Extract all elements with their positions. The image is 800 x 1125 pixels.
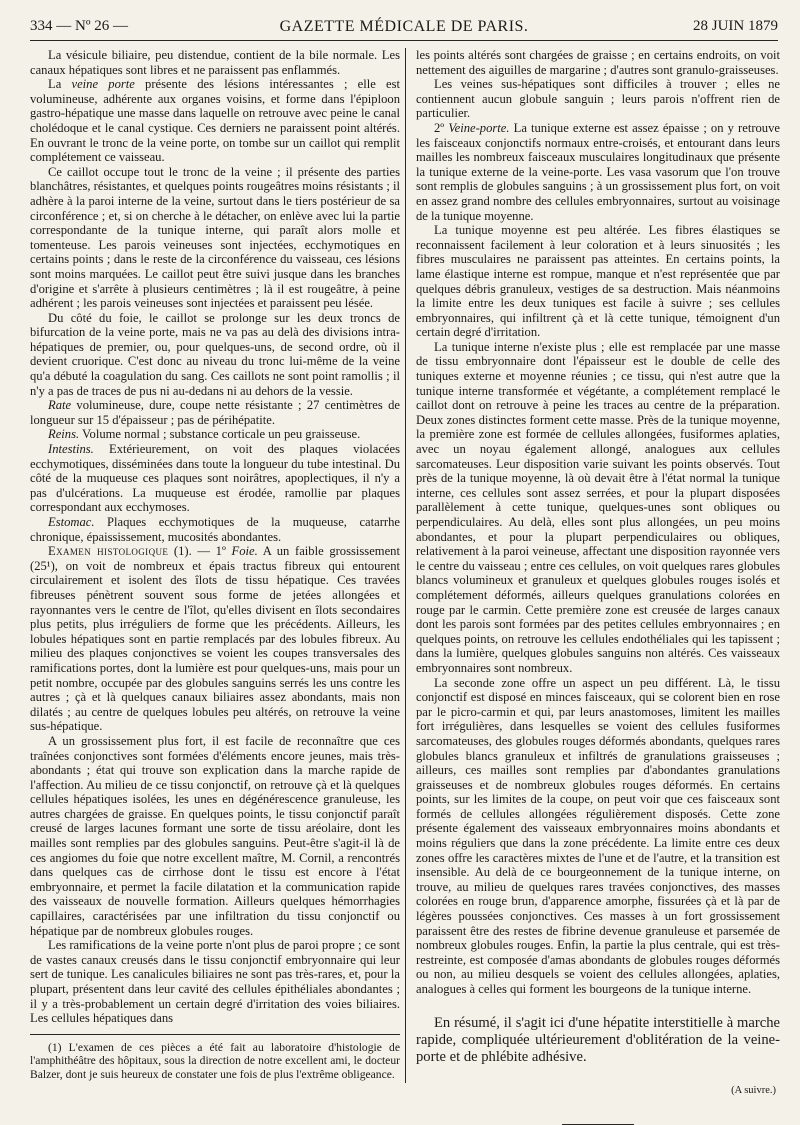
paragraph: La vésicule biliaire, peu distendue, contient de la bile normale. Les canaux hépatiques sont libres et ne paraissent pas enflammés. <box>30 48 400 77</box>
text-run: (1). — 1º <box>168 544 232 559</box>
paragraph <box>30 77 400 165</box>
text-run: La tunique externe est assez épaisse ; on y retrouve les faisceaux conjonctifs normaux entre-croisés, et entourant dans leurs mailles les nombreux faisceaux musculaires longitudinaux que présente la tunique externe de la veine-porte. Les vasa vasorum que l'on trouve sont remplis de globules sanguins ; à un grossissement plus fort, on voit en assez grand nombre des cellules embryonnaires, surtout au voisinage de la tunique moyenne. <box>416 120 780 223</box>
text-run: Plaques ecchymotiques de la muqueuse, catarrhe chronique, épaississement, mucosités abondantes. <box>30 515 400 544</box>
journal-title: GAZETTE MÉDICALE DE PARIS. <box>279 18 529 35</box>
text-run: présente des lésions intéressantes ; elle est volumineuse, adhérente aux organes voisins, et forme dans l'épiploon gastro-hépatique une masse dans laquelle on retrouve avec peine le canal cholédoque et le canal cystique. Ces derniers ne paraissent point altérés. En ouvrant le tronc de la veine porte, on tombe sur un caillot qui remplit complétement ce vaisseau. <box>30 77 401 165</box>
paragraph: La seconde zone offre un aspect un peu différent. Là, le tissu conjonctif est disposé en minces faisceaux, qui se colorent bien en rose par le picro-carmin et qui, par leurs anastomoses, limitent les mailles fort irrégulières, dans lesquelles se voient des cellules fusiformes sarcomateuses, des globules rouges déformés abondants, quelques rares globules blancs granuleux et infiltrés de granulations graisseuses ; ailleurs, ces mailles sont remplies par d'abondantes granulations graisseuses et de nombreux globules rouges déformés. En certains points, sur les limites de la coupe, on peut voir que ces faisceaux sont formés de cellules allongées régulièrement disposés. Cette zone présente également des vaisseaux embryonnaires moins abondants et moins réguliers que dans la zone précédente. La limite entre ces deux zones offre les caractères mixtes de l'une et de l'autre, et la transition est insensible. Au delà de ce bourgeonnement de la tunique interne, on trouve, au milieu de quelques rares travées conjonctives, des masses colorées en rouge brun, d'apparence amorphe, fissurées çà et là par de légères poussées conjonctives. Ces masses à un fort grossissement paraissent être des restes de fibrine devenue granuleuse et parsemée de nombreux globules rouges. Enfin, la partie la plus centrale, qui est très-restreinte, est composée d'amas abondants de globules rouges déformés ou non, au milieu desquels se voient des cellules allongées, aplaties, analogues à celles qui forment les bourgeons de la tunique interne. <box>416 675 780 996</box>
italic-label: Rate <box>48 398 72 413</box>
italic-label: Reins. <box>48 427 80 442</box>
text-run: 2º <box>434 120 449 135</box>
paragraph: Les veines sus-hépatiques sont difficiles à trouver ; elles ne contiennent aucun globule sanguin ; leurs parois n'offrent rien de particulier. <box>416 77 780 121</box>
paragraph <box>30 544 400 734</box>
footnote-divider <box>30 1034 400 1035</box>
text-run: A un faible grossissement (25¹), on voit de nombreux et épais tractus fibreux qui entourent circulairement et isolent des îlots de tissu hépatique. Ces travées fibreuses pénètrent souvent sous forme de jetées allongées et rayonnantes vers le centre de l'îlot, qu'elles divisent en îlots secondaires plus petits, plus irréguliers de forme que les précédents. Ailleurs, les lobules hépatiques sont en partie remplacés par des lobules fibreux. Au milieu des plaques conjonctives se voient les coupes transversales des ramifications portes, dont la lumière est pour quelques-uns, mais pour un petit nombre, occupée par des globules sanguins serrés les uns contre les autres ; çà et là quelques canaux biliaires assez abondants, mais non dilatés ; au centre de quelques lobules peu altérés, on retrouve la veine sus-hépatique. <box>30 544 400 734</box>
paragraph <box>30 398 400 427</box>
paragraph: A un grossissement plus fort, il est facile de reconnaître que ces traînées conjonctives sont formées d'éléments encore jeunes, mais très-abondants ; état qui trouve son explication dans la marche rapide de l'affection. Au milieu de ce tissu conjonctif, on retrouve çà et là quelques cellules hépatiques isolées, les unes en dégénérescence granuleuse, les autres chargées de graisse. En quelques points, le tissu conjonctif paraît creusé de larges lacunes formant une sorte de tissu aréolaire, dont les mailles sont remplies par des globules sanguins. Peut-être s'agit-il là de ces angiomes du foie que notre excellent maître, M. Cornil, a rencontrés dans quelques cas de cirrhose dont le tissu est encore à l'état embryonnaire, et permet la facile dilatation et la communication rapide des vaisseaux de nouvelle formation. Ailleurs quelques hémorrhagies capillaires, caractérisées par une infiltration du tissu conjonctif ou hépatique par de nombreux globules rouges. <box>30 733 400 938</box>
paragraph <box>416 121 780 223</box>
paragraph <box>30 427 400 442</box>
italic-label: Veine-porte. <box>448 120 510 135</box>
italic-label: Estomac. <box>48 515 95 529</box>
footnote: (1) L'examen de ces pièces a été fait au laboratoire d'histologie de l'amphithéâtre des hôpitaux, sous la direction de notre excellent ami, le docteur Balzer, dont je suis heureux de constater une fois de plus l'extrême obligeance. <box>30 1040 400 1081</box>
section-heading: Examen histologique <box>48 544 169 559</box>
left-column <box>30 48 400 1082</box>
text-run: Volume normal ; substance corticale un peu graisseuse. <box>79 427 361 442</box>
paragraph: les points altérés sont chargées de graisse ; en certains endroits, on voit nettement des aiguilles de margarine ; d'autres sont granulo-graisseuses. <box>416 48 780 77</box>
italic-label: Foie. <box>231 544 258 559</box>
paragraph: La tunique moyenne est peu altérée. Les fibres élastiques se reconnaissent facilement à leur coloration et à leurs sinuosités ; les fibres musculaires ne paraissent pas atteintes. En certains points, la lame élastique interne est rompue, manque et n'est représentée que par quelques débris granuleux, vestiges de sa destruction. Mais néanmoins la limite entre les deux tuniques est facile à suivre ; ses cellules embryonnaires, qui infiltrent çà et là cette tunique, témoignent d'un certain degré d'irritation. <box>416 223 780 340</box>
paragraph: Du côté du foie, le caillot se prolonge sur les deux troncs de bifurcation de la veine porte, mais ne va pas au delà des divisions intra-hépatiques de premier, ou, pour quelques-uns, de second ordre, où il devient cruorique. C'est donc au niveau du tronc lui-même de la veine qu'a débuté la coagulation du sang. Ces caillots ne sont point ramollis ; il n'y a pas de traces de pus ni au-dedans ni au dehors de la vessie. <box>30 310 400 398</box>
paragraph: Les ramifications de la veine porte n'ont plus de paroi propre ; ce sont de vastes canaux creusés dans le tissu conjonctif embryonnaire qui leur sert de tunique. Les canalicules biliaires ne sont pas très-rares, et, pour la plupart, présentent dans leur cavité des cellules épithéliales abondantes ; il y a très-probablement un certain degré d'irritation des voies biliaires. Les cellules hépatiques dans <box>30 938 400 1026</box>
summary-paragraph: En résumé, il s'agit ici d'une hépatite interstitielle à marche rapide, compliquée ultérieurement d'oblitération de la veine-porte et de phlébite adhésive. <box>416 1014 780 1065</box>
paragraph: La tunique interne n'existe plus ; elle est remplacée par une masse de tissu embryonnaire dont l'épaisseur est le double de celle des tuniques externe et moyenne réunies ; ce tissu, qui n'est autre que la tunique interne transformée et végétante, a complétement remplacé le caillot dont on retrouve à peine les traces au centre de la préparation. Deux zones distinctes forment cette masse. Près de la tunique moyenne, la première zone est formée de cellules allongées, fusiformes aplaties, avec un noyau également allongé, analogues aux cellules sarcomateuses. Leur disposition varie suivant les points observés. Tout près de la tunique moyenne, là où devait être à l'état normal la tunique interne, ces cellules sont assez serrées, et pour la plupart disposées parallèlement à cette tunique, quelques-unes sont obliques ou perpendiculaires. Au delà, elles sont plus allongées, un peu moins abondantes, et pour la plupart perpendiculaires ou obliques, relativement à la paroi veineuse, affectant une disposition rayonnée vers le centre du vaisseau ; entre ces cellules, on voit quelques rares globules blancs volumineux et granuleux et quelques globules rouges isolés et complétement déformés, ailleurs quelques granulations colorées en rouge par le carmin. Cette première zone est creusée de larges canaux dont les parois sont formées par des petites cellules embryonnaires ; en quelques points, on retrouve les cellules endothéliales qui les tapissent ; dans la lumière, quelques globules sanguins non altérés. Ces vaisseaux embryonnaires sont nombreux. <box>416 339 780 675</box>
issue-date: 28 JUIN 1879 <box>693 18 778 34</box>
italic-label: Intestins. <box>48 442 94 457</box>
text-run: La <box>48 77 72 92</box>
paragraph <box>30 515 400 544</box>
text-run: volumineuse, dure, coupe nette résistante ; 27 centimètres de longueur sur 15 d'épaisseur ; pas de périhépatite. <box>30 398 400 427</box>
text-run: Extérieurement, on voit des plaques violacées ecchymotiques, disséminées dans toute la longueur du tube intestinal. Du côté de la muqueuse ces plaques sont noirâtres, apoplectiques, il n'y a pas d'ulcérations. La muqueuse est érodée, ramollie par plaques correspondant aux ecchymoses. <box>30 442 400 515</box>
paragraph: Ce caillot occupe tout le tronc de la veine ; il présente des parties blanchâtres, résistantes, et quelques points rougeâtres moins résistants ; il adhère à la paroi interne de la veine, surtout dans le tiers postérieur de sa circonférence ; et, si on cherche à le détacher, on enlève avec lui la partie correspondante de la tunique interne, qui paraît alors molle et tomenteuse. Les parois veineuses sont injectées, ecchymotiques en certains points ; dans le reste de la circonférence du vaisseau, ces lésions sont moins marquées. Le caillot peut être suivi jusque dans les branches d'origine et s'arrête à plusieurs centimètres ; là il est rougeâtre, à peine adhérent ; les parois veineuses sont injectées et paraissent peu lésée. <box>30 164 400 311</box>
continued-note: (A suivre.) <box>731 1084 776 1096</box>
paragraph <box>30 442 400 515</box>
italic-label: veine porte <box>71 77 135 92</box>
page-header <box>30 14 778 41</box>
right-column <box>416 48 780 1125</box>
column-divider <box>405 48 406 1083</box>
page-number: 334 — Nº 26 — <box>30 18 128 34</box>
